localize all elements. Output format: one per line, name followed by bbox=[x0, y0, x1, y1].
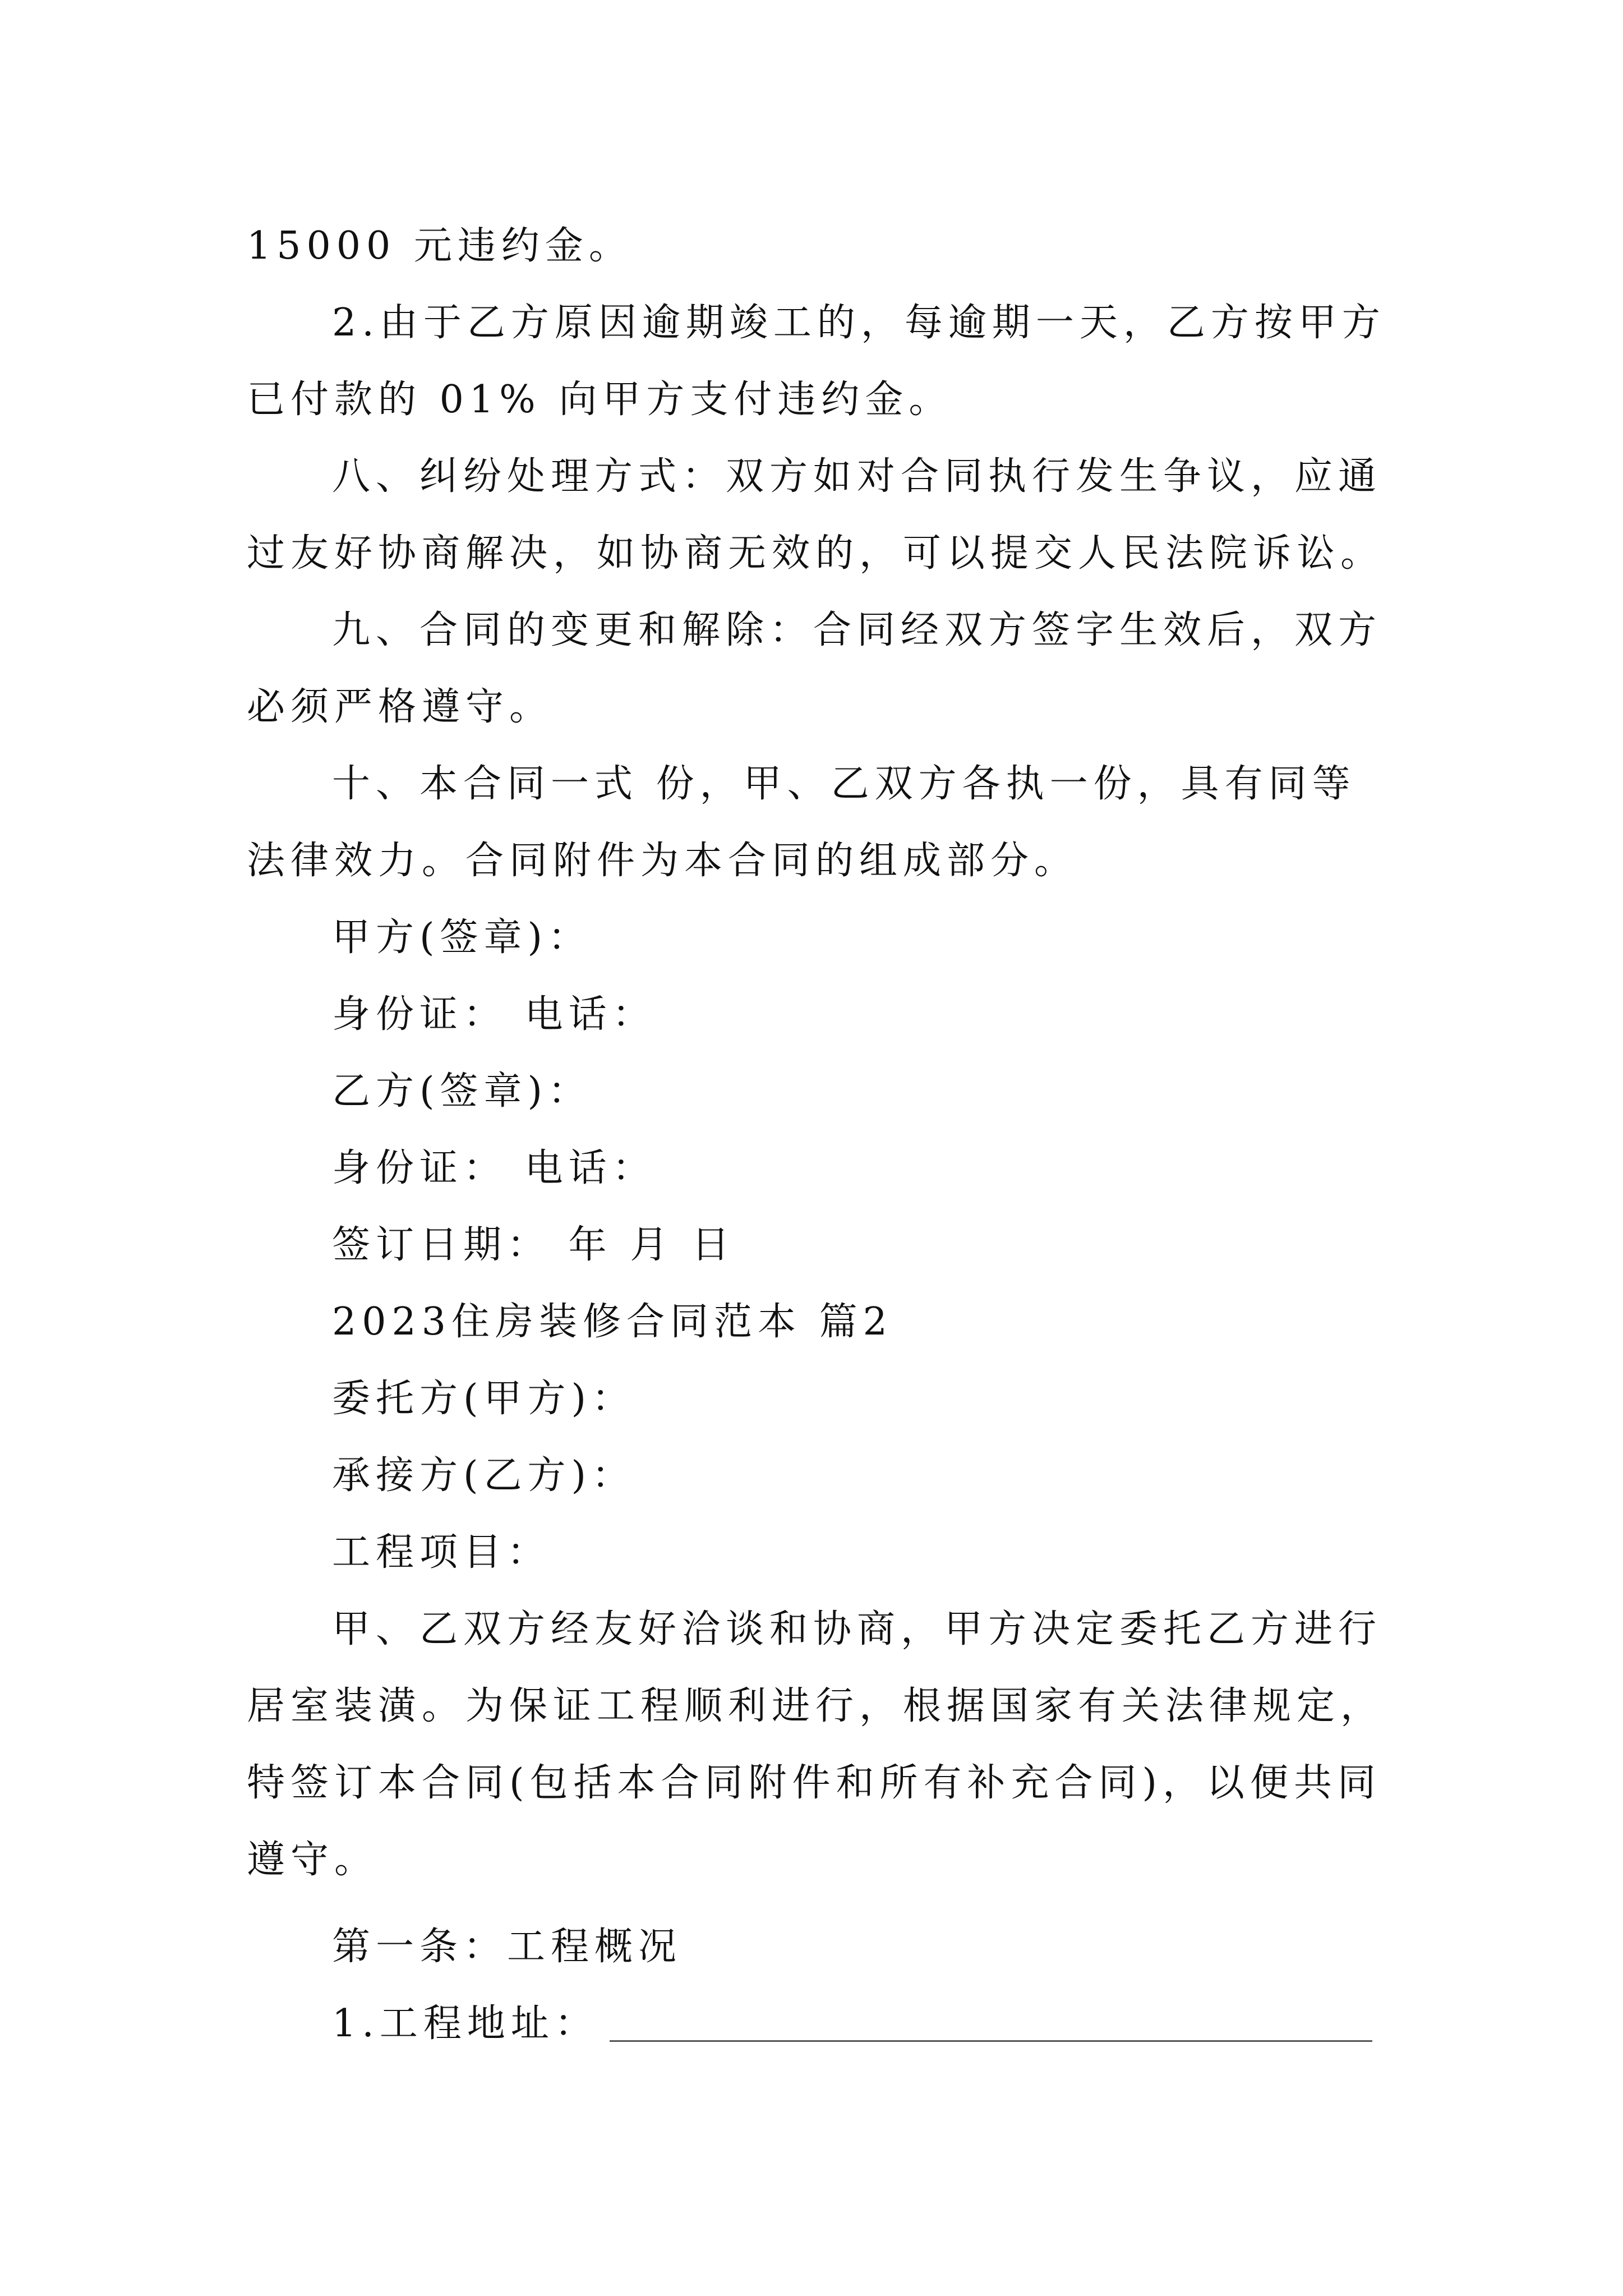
signature-field-party-a: 甲方(签章)： bbox=[332, 915, 592, 960]
text-line: 甲、乙双方经友好洽谈和协商，甲方决定委托乙方进行 bbox=[332, 1607, 1382, 1651]
id-phone-field: 身份证： 电话： bbox=[332, 992, 656, 1037]
text-line: 八、纠纷处理方式：双方如对合同执行发生争议，应通 bbox=[332, 454, 1382, 499]
signing-date-field: 签订日期： 年 月 日 bbox=[332, 1223, 735, 1267]
text-line: 2.由于乙方原因逾期竣工的，每逾期一天，乙方按甲方 bbox=[332, 301, 1386, 345]
contractor-field: 承接方(乙方)： bbox=[332, 1453, 636, 1498]
address-field-line bbox=[247, 1985, 1385, 2062]
project-field: 工程项目： bbox=[332, 1530, 551, 1575]
article-heading: 第一条：工程概况 bbox=[332, 1925, 683, 1969]
text-line: 过友好协商解决，如协商无效的，可以提交人民法院诉讼。 bbox=[247, 531, 1385, 576]
client-field: 委托方(甲方)： bbox=[332, 1377, 636, 1421]
address-label: 1.工程地址： bbox=[332, 2001, 598, 2046]
text-line: 必须严格遵守。 bbox=[247, 685, 554, 729]
text-line: 遵守。 bbox=[247, 1838, 379, 1882]
text-line: 法律效力。合同附件为本合同的组成部分。 bbox=[247, 839, 1078, 883]
section-heading: 2023住房装修合同范本 篇2 bbox=[332, 1300, 893, 1344]
text-line: 15000 元违约金。 bbox=[247, 224, 633, 268]
signature-field-party-b: 乙方(签章)： bbox=[332, 1069, 592, 1114]
id-phone-field: 身份证： 电话： bbox=[332, 1146, 656, 1190]
text-line: 居室装潢。为保证工程顺利进行，根据国家有关法律规定， bbox=[247, 1684, 1385, 1728]
text-line: 已付款的 01% 向甲方支付违约金。 bbox=[247, 378, 953, 422]
text-line: 特签订本合同(包括本合同附件和所有补充合同)，以便共同 bbox=[247, 1761, 1382, 1805]
address-blank-underline bbox=[610, 2038, 1372, 2042]
text-line: 九、合同的变更和解除：合同经双方签字生效后，双方 bbox=[332, 608, 1382, 652]
text-line: 十、本合同一式 份，甲、乙双方各执一份，具有同等 bbox=[332, 762, 1356, 806]
document-body bbox=[247, 208, 1385, 2062]
